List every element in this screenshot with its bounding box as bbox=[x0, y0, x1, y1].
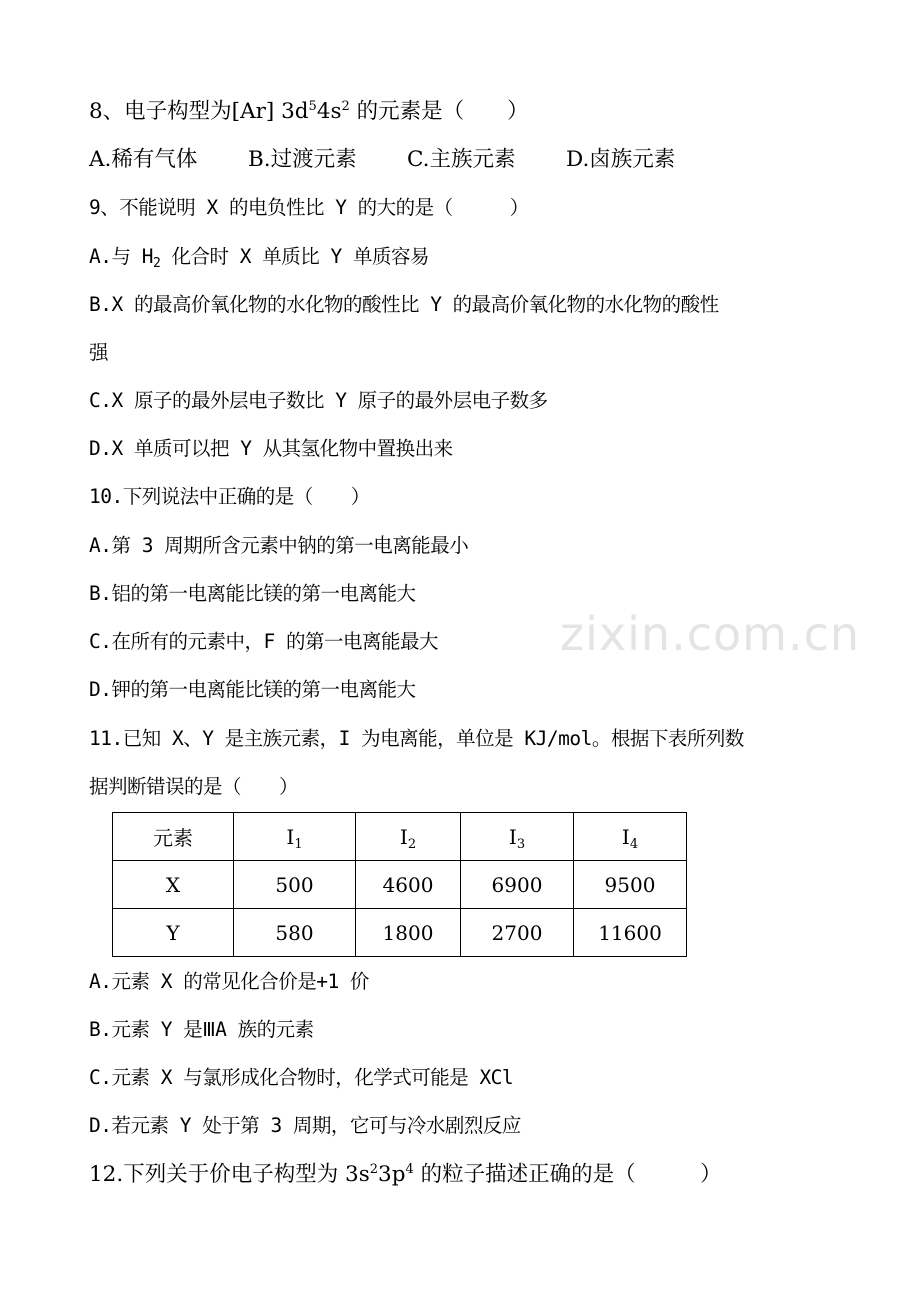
q9-option-b-line1: B.X 的最高价氧化物的水化物的酸性比 Y 的最高价氧化物的水化物的酸性 bbox=[89, 293, 719, 316]
header-label: I bbox=[399, 824, 408, 849]
q12-stem-part: 12.下列关于价电子构型为 3s bbox=[89, 1162, 370, 1187]
q11-option-c: C.元素 X 与氯形成化合物时，化学式可能是 XCl bbox=[89, 1066, 514, 1089]
header-subscript: 1 bbox=[294, 836, 303, 852]
q8-option-a: A.稀有气体 bbox=[89, 147, 198, 172]
q9-stem: 9、不能说明 X 的电负性比 Y 的大的是（ ） bbox=[89, 196, 529, 219]
q8-option-c: C.主族元素 bbox=[407, 147, 516, 172]
table-cell: X bbox=[113, 861, 234, 909]
header-subscript: 3 bbox=[516, 836, 526, 852]
q10-stem: 10.下列说法中正确的是（ ） bbox=[89, 485, 370, 508]
q12-superscript: 4 bbox=[405, 1162, 414, 1177]
table-header-cell bbox=[113, 813, 234, 861]
q12-superscript: 2 bbox=[369, 1162, 379, 1177]
table-cell: 1800 bbox=[356, 909, 461, 957]
q9-subscript: 2 bbox=[152, 256, 161, 271]
q9-option-b-line2: 强 bbox=[89, 341, 109, 364]
q12-stem-part: 3p bbox=[378, 1162, 406, 1187]
header-subscript: 4 bbox=[629, 836, 639, 852]
table-header-cell bbox=[461, 813, 574, 861]
q8-option-d: D.卤族元素 bbox=[566, 147, 676, 172]
table-cell: 2700 bbox=[461, 909, 574, 957]
q11-stem-line2: 据判断错误的是（ ） bbox=[89, 775, 299, 798]
q12-stem-part: 的粒子描述正确的是（ ） bbox=[413, 1162, 722, 1187]
q8-superscript: 5 bbox=[308, 99, 317, 114]
q8-options bbox=[89, 145, 675, 175]
q9-option-a-part: 化合时 X 单质比 Y 单质容易 bbox=[160, 245, 429, 268]
q8-stem-part: 4s bbox=[316, 99, 342, 124]
q8-stem-part: 的元素是（ ） bbox=[349, 99, 529, 124]
table-header-cell bbox=[574, 813, 687, 861]
header-subscript: 2 bbox=[407, 836, 417, 852]
q10-option-d: D.钾的第一电离能比镁的第一电离能大 bbox=[89, 678, 416, 701]
header-label: I bbox=[508, 824, 517, 849]
q11-stem-line1: 11.已知 X、Y 是主族元素，I 为电离能，单位是 KJ/mol。根据下表所列数 bbox=[89, 727, 744, 750]
q11-option-b: B.元素 Y 是ⅢA 族的元素 bbox=[89, 1018, 314, 1041]
q10-option-b: B.铝的第一电离能比镁的第一电离能大 bbox=[89, 582, 416, 605]
q8-stem bbox=[89, 97, 529, 127]
q8-option-b: B.过渡元素 bbox=[248, 147, 357, 172]
q9-option-a-part: A.与 H bbox=[89, 245, 153, 268]
ionization-energy-table bbox=[112, 812, 687, 957]
q10-option-c: C.在所有的元素中，F 的第一电离能最大 bbox=[89, 630, 438, 653]
table-cell: 580 bbox=[234, 909, 356, 957]
q12-stem bbox=[89, 1160, 722, 1190]
table-row bbox=[113, 909, 687, 957]
q9-option-d: D.X 单质可以把 Y 从其氢化物中置换出来 bbox=[89, 437, 453, 460]
table-header-cell bbox=[356, 813, 461, 861]
table-cell: 9500 bbox=[574, 861, 687, 909]
table-cell: Y bbox=[113, 909, 234, 957]
table-header-cell bbox=[234, 813, 356, 861]
table-cell: 500 bbox=[234, 861, 356, 909]
table-header-row bbox=[113, 813, 687, 861]
q8-stem-part: 8、电子构型为[Ar] 3d bbox=[89, 99, 309, 124]
table-cell: 4600 bbox=[356, 861, 461, 909]
q10-option-a: A.第 3 周期所含元素中钠的第一电离能最小 bbox=[89, 534, 469, 557]
watermark: zixin.com.cn bbox=[560, 607, 861, 661]
q11-option-a: A.元素 X 的常见化合价是+1 价 bbox=[89, 970, 369, 993]
header-label: I bbox=[621, 824, 630, 849]
header-label: I bbox=[286, 824, 295, 849]
table-cell: 6900 bbox=[461, 861, 574, 909]
header-label: 元素 bbox=[153, 826, 193, 850]
q11-option-d: D.若元素 Y 处于第 3 周期，它可与冷水剧烈反应 bbox=[89, 1114, 521, 1137]
q9-option-c: C.X 原子的最外层电子数比 Y 原子的最外层电子数多 bbox=[89, 389, 548, 412]
table-cell: 11600 bbox=[574, 909, 687, 957]
q8-superscript: 2 bbox=[341, 99, 350, 114]
table-row bbox=[113, 861, 687, 909]
q9-option-a bbox=[89, 242, 429, 272]
